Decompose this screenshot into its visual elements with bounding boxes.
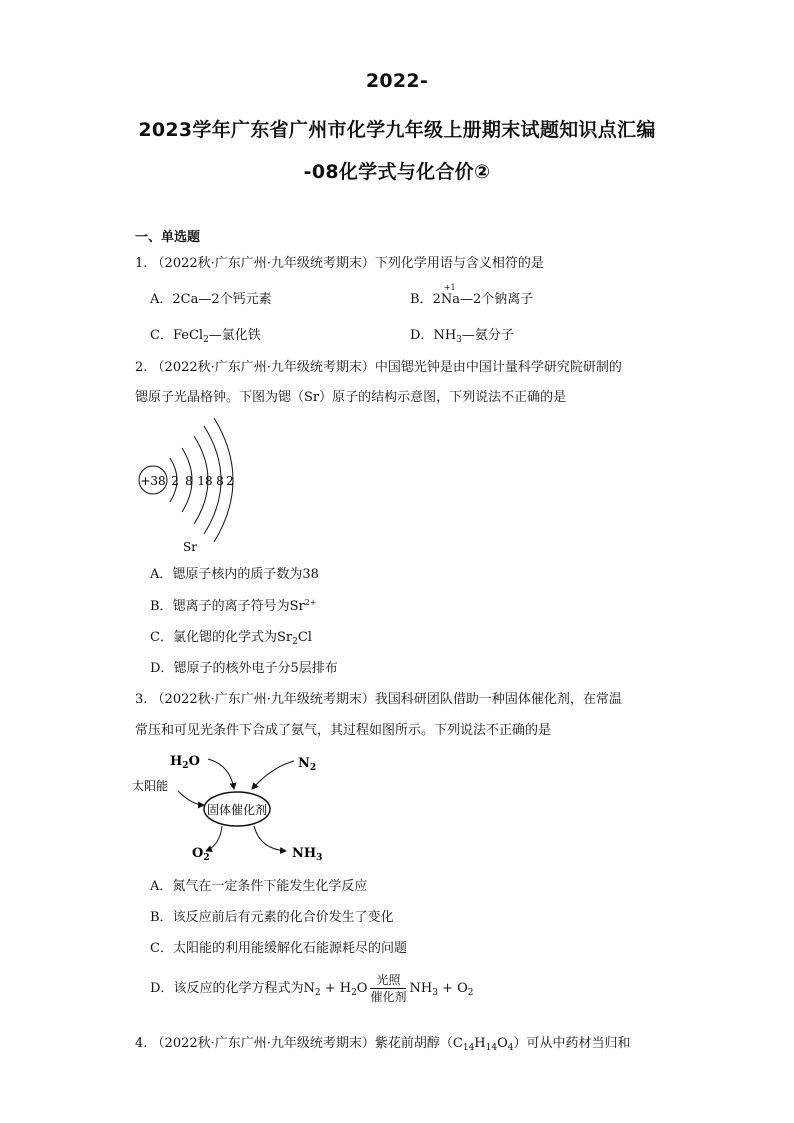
question-text: （2022秋·广东广州·九年级统考期末）我国科研团队借助一种固体催化剂，在常温	[151, 692, 622, 707]
option-label: C．	[150, 941, 173, 956]
charge-label: +1	[443, 283, 456, 292]
option-text: —氨分子	[461, 328, 514, 343]
option-text: 锶离子的离子符号为Sr	[172, 599, 305, 614]
ammonia-synthesis-diagram	[130, 745, 350, 865]
n2-label: $N_2$	[298, 756, 317, 773]
option-label: A．	[150, 292, 173, 307]
question-text: （2022秋·广东广州·九年级统考期末）下列化学用语与含义相符的是	[151, 256, 544, 271]
q3-option-c[interactable]	[150, 942, 407, 955]
q2-option-a[interactable]	[150, 568, 319, 581]
q2-option-d[interactable]	[150, 662, 338, 675]
option-label: B．	[150, 599, 173, 614]
subscript: 3	[456, 335, 462, 345]
o2-arrow	[206, 826, 222, 851]
h2o-label: $H_2O$	[170, 754, 200, 771]
subscript: 2	[314, 988, 321, 998]
question-text: O	[497, 1036, 508, 1051]
option-text: O	[356, 981, 368, 996]
shell-electron-count: 18	[197, 474, 213, 488]
question-3-line-2: 常压和可见光条件下合成了氨气，其过程如图所示。下列说法不正确的是	[135, 723, 552, 738]
option-text: —氯化铁	[208, 328, 261, 343]
nh3-arrow	[254, 826, 286, 851]
charged-symbol	[440, 283, 460, 307]
question-text: ）可从中药材当归和	[513, 1036, 631, 1051]
option-label: D．	[150, 661, 174, 676]
shell-electron-count: 2	[226, 474, 234, 488]
option-text: 锶原子的核外电子分5层排布	[173, 661, 338, 676]
reaction-condition	[370, 974, 406, 1003]
section-heading: 一、单选题	[135, 230, 201, 245]
question-number: 1.	[135, 256, 148, 271]
q3-option-b[interactable]	[150, 911, 394, 924]
q2-option-c[interactable]	[150, 631, 312, 647]
formula: NH	[433, 328, 457, 343]
question-3-line-1	[135, 693, 622, 706]
q2-option-b[interactable]	[150, 599, 316, 613]
condition-bottom: 催化剂	[370, 990, 407, 1004]
shell-electron-count: 2	[171, 474, 179, 488]
option-text: NH	[409, 981, 433, 996]
subscript: 14	[462, 1043, 475, 1053]
subscript: 2	[351, 988, 357, 998]
catalyst-label: 固体催化剂	[206, 803, 268, 817]
option-text: 2Ca—2个钙元素	[172, 292, 272, 307]
q3-option-d[interactable]	[150, 974, 474, 1003]
q1-option-a[interactable]	[150, 293, 272, 306]
atom-structure-diagram	[130, 410, 260, 560]
option-text: 太阳能的利用能缓解化石能源耗尽的问题	[172, 941, 407, 956]
question-4-line-1	[135, 1037, 631, 1053]
option-text: 该反应的化学方程式为N	[173, 981, 315, 996]
title-line-1: 2022-	[365, 70, 429, 92]
subscript: 2	[203, 335, 209, 345]
subscript: 3	[432, 988, 438, 998]
q3-option-a[interactable]	[150, 880, 367, 893]
n2-arrow	[252, 761, 294, 789]
subscript: 2	[467, 988, 474, 998]
question-1	[135, 257, 544, 270]
question-2-line-1	[135, 361, 622, 374]
question-text: H	[474, 1036, 486, 1051]
question-text: （2022秋·广东广州·九年级统考期末）中国锶光钟是由中国计量科学研究院研制的	[151, 360, 622, 375]
option-text: + O	[437, 981, 468, 996]
q1-option-d[interactable]	[410, 329, 514, 345]
coefficient: 2	[432, 292, 441, 307]
title-line-2: 2023学年广东省广州市化学九年级上册期末试题知识点汇编	[138, 119, 656, 141]
q1-option-c[interactable]	[150, 329, 261, 345]
option-label: A．	[150, 879, 173, 894]
element-symbol: Sr	[183, 540, 197, 554]
nucleus-charge: +38	[140, 474, 166, 488]
o2-label: $O_2$	[192, 846, 210, 863]
question-number: 2.	[135, 360, 148, 375]
condition-top: 光照	[370, 974, 406, 989]
question-number: 3.	[135, 692, 148, 707]
option-label: D．	[150, 981, 174, 996]
option-label: D．	[410, 328, 434, 343]
option-text: 氮气在一定条件下能发生化学反应	[172, 879, 368, 894]
option-text: Cl	[297, 630, 312, 645]
solar-energy-label: 太阳能	[132, 779, 169, 793]
superscript: 2+	[304, 598, 317, 607]
question-number: 4.	[135, 1036, 148, 1051]
nh3-label: $NH_3$	[292, 846, 323, 863]
option-text: 氯化锶的化学式为Sr	[172, 630, 293, 645]
subscript: 2	[292, 637, 298, 647]
formula: FeCl	[172, 328, 204, 343]
subscript: 4	[507, 1043, 514, 1053]
question-2-line-2: 锶原子光晶格钟。下图为锶（Sr）原子的结构示意图，下列说法不正确的是	[135, 390, 567, 405]
option-text: + H	[320, 981, 352, 996]
shell-electron-count: 8	[216, 474, 224, 488]
option-text: —2个钠离子	[459, 292, 534, 307]
option-label: B．	[150, 910, 173, 925]
h2o-arrow	[208, 759, 234, 789]
q1-option-b[interactable]	[410, 283, 534, 307]
option-label: C．	[150, 630, 173, 645]
question-text: （2022秋·广东广州·九年级统考期末）紫花前胡醇（C	[151, 1036, 463, 1051]
option-label: A．	[150, 567, 173, 582]
option-label: B．	[410, 292, 433, 307]
solar-arrow	[178, 791, 204, 805]
title-line-3: -08化学式与化合价②	[303, 161, 491, 183]
subscript: 14	[485, 1043, 498, 1053]
shell-electron-count: 8	[185, 474, 193, 488]
option-label: C．	[150, 328, 173, 343]
option-text: 该反应前后有元素的化合价发生了变化	[172, 910, 394, 925]
option-text: 锶原子核内的质子数为38	[172, 567, 319, 582]
element-symbol: Na	[440, 292, 460, 307]
